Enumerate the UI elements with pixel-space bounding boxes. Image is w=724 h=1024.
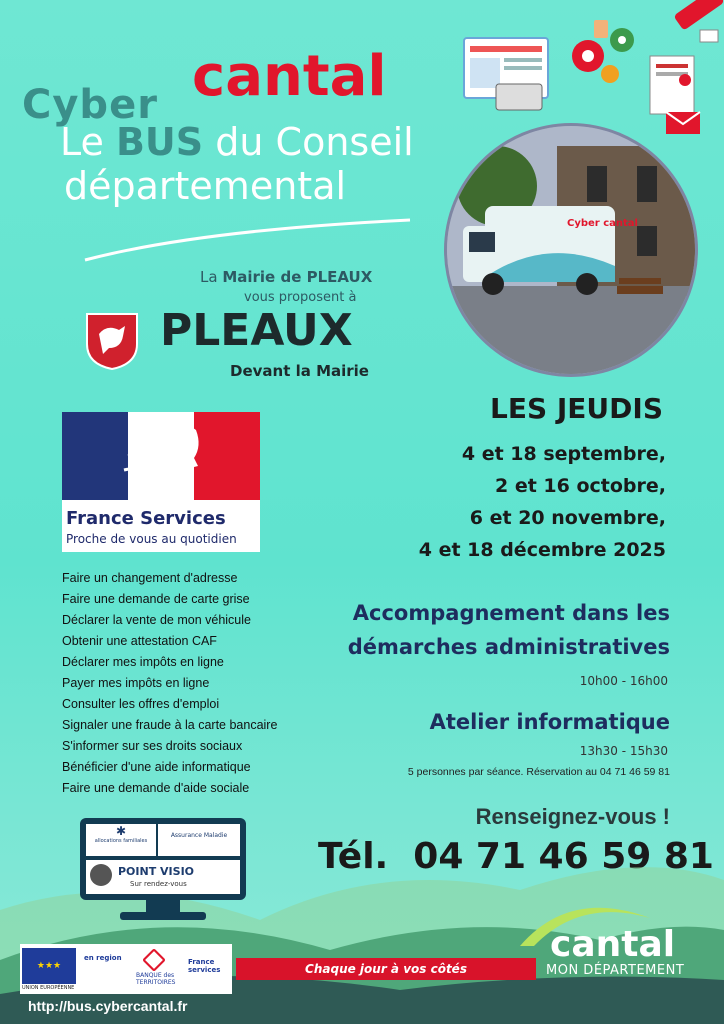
schedule-dates [419, 438, 666, 566]
schedule-heading: LES JEUDIS [490, 392, 663, 425]
atelier-hours: 13h30 - 15h30 [579, 744, 668, 758]
location: Devant la Mairie [230, 362, 369, 380]
title-cyber: Cyber [22, 82, 158, 128]
monitor-screen [86, 824, 240, 894]
host-mairie: Mairie de PLEAUX [222, 268, 373, 286]
host-line [200, 268, 372, 286]
date-line: 4 et 18 septembre, [461, 443, 666, 465]
list-item: Signaler une fraude à la carte bancaire [62, 718, 278, 732]
list-item: Faire une demande de carte grise [62, 592, 250, 606]
tel-label: Tél. [318, 836, 389, 877]
point-visio-monitor [80, 818, 246, 900]
webcam-icon [90, 864, 112, 886]
title-departemental: départemental [64, 164, 347, 208]
title-bus: BUS [115, 120, 204, 164]
web-illustration [460, 0, 724, 140]
logo-region: en region [84, 954, 122, 962]
list-item: S'informer sur ses droits sociaux [62, 739, 243, 753]
title-line2 [60, 120, 414, 164]
host-la: La [200, 268, 223, 286]
atelier-note: 5 personnes par séance. Réservation au 04 71 46 59 81 [407, 766, 670, 778]
partner-logos [20, 944, 232, 994]
title-conseil: du Conseil [203, 120, 414, 164]
logo-eu-label: UNION EUROPÉENNE [22, 985, 75, 991]
atelier-title: Atelier informatique [429, 710, 670, 734]
eu-flag-icon: ★★★ [22, 948, 76, 984]
list-item: Payer mes impôts en ligne [62, 676, 210, 690]
services-list [62, 568, 277, 799]
logo-fs: France services [188, 958, 221, 974]
monitor-base [120, 912, 206, 920]
accompagnement-hours: 10h00 - 16h00 [579, 674, 668, 688]
list-item: Obtenir une attestation CAF [62, 634, 217, 648]
partner1-label: allocations familiales [94, 838, 148, 844]
mon-departement: MON DÉPARTEMENT [546, 963, 685, 978]
partner-caf: ✱ allocations familiales [86, 824, 156, 856]
website-url[interactable]: http://bus.cybercantal.fr [28, 998, 188, 1014]
svg-text:Cyber cantal: Cyber cantal [567, 218, 638, 229]
title-le: Le [60, 120, 116, 164]
town-name: PLEAUX [160, 305, 353, 356]
france-services-subtitle: Proche de vous au quotidien [66, 532, 237, 546]
tagline-banner: Chaque jour à vos côtés [236, 958, 536, 980]
date-line: 4 et 18 décembre 2025 [418, 539, 666, 561]
host-propose: vous proposent à [244, 290, 357, 305]
cantal-logo: cantal [550, 924, 676, 965]
accompagnement-line2: démarches administratives [347, 635, 670, 659]
accompagnement-title [348, 596, 670, 664]
list-item: Faire un changement d'adresse [62, 571, 238, 585]
banque-icon [142, 948, 166, 972]
bus-photo [447, 126, 695, 374]
logo-banque: BANQUE des TERRITOIRES [136, 972, 176, 986]
accompagnement-line1: Accompagnement dans les [352, 601, 670, 625]
list-item: Bénéficier d'une aide informatique [62, 760, 251, 774]
contact-prompt: Renseignez-vous ! [475, 804, 670, 829]
france-services-logo [62, 412, 260, 552]
list-item: Faire une demande d'aide sociale [62, 781, 250, 795]
tel-number: 04 71 46 59 81 [413, 836, 714, 877]
list-item: Déclarer mes impôts en ligne [62, 655, 224, 669]
france-services-title: France Services [66, 508, 226, 529]
partner-ameli [158, 824, 240, 856]
list-item: Déclarer la vente de mon véhicule [62, 613, 251, 627]
list-item: Consulter les offres d'emploi [62, 697, 220, 711]
title-cantal: cantal [192, 44, 387, 109]
point-visio-subtitle: Sur rendez-vous [130, 880, 187, 888]
partner2-label: Assurance Maladie [170, 832, 228, 839]
date-line: 2 et 16 octobre, [495, 475, 666, 497]
point-visio-title: POINT VISIO [118, 865, 195, 878]
date-line: 6 et 20 novembre, [469, 507, 666, 529]
point-visio-panel [86, 860, 240, 894]
pleaux-coat-of-arms [85, 312, 139, 370]
title-swoosh [80, 210, 420, 270]
marianne-icon [118, 416, 218, 500]
